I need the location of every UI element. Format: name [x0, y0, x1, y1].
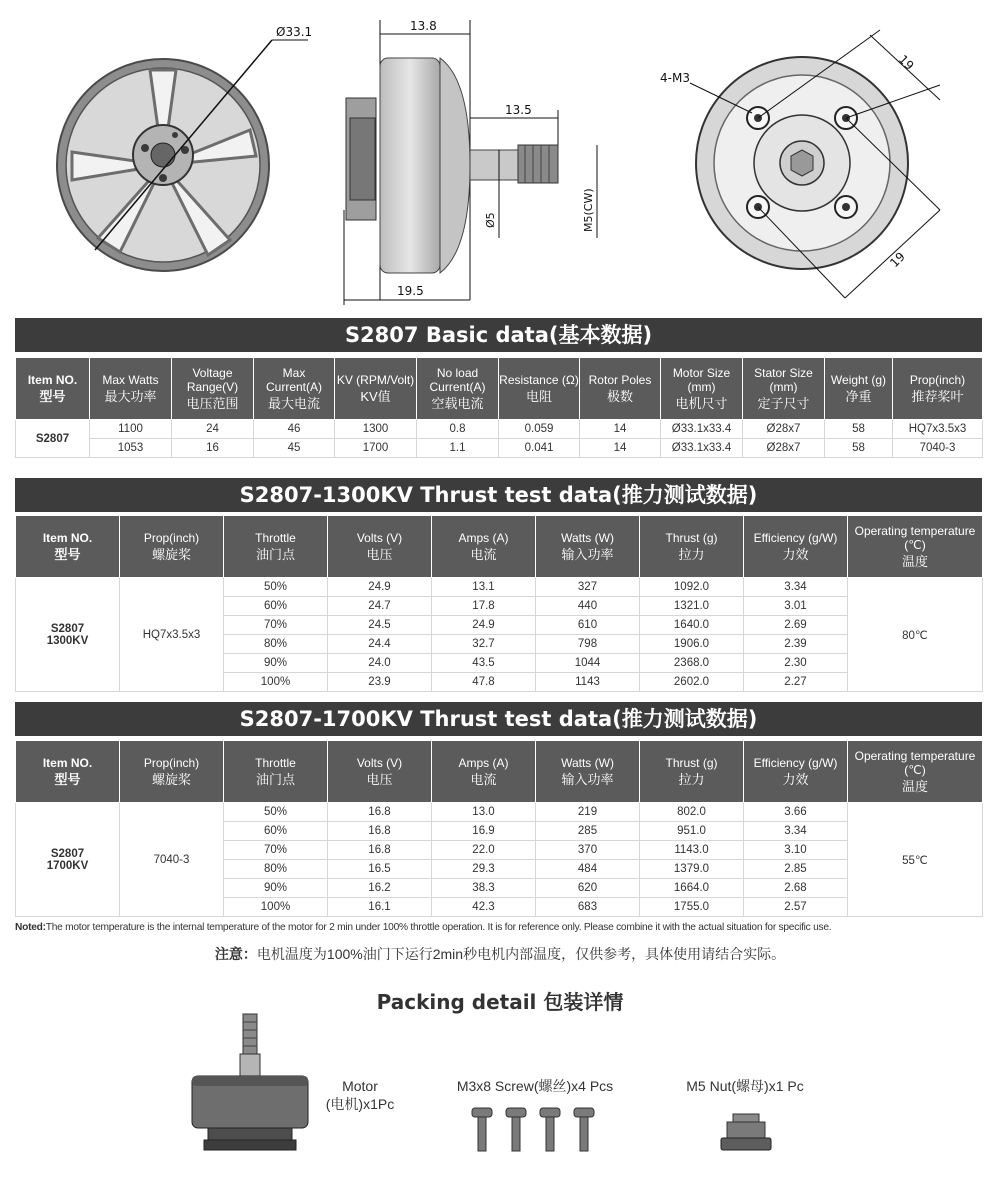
cell: 43.5 — [432, 654, 536, 673]
cell: 70% — [224, 841, 328, 860]
cell: 1321.0 — [640, 597, 744, 616]
dim-diameter-label: Ø33.1 — [276, 25, 313, 39]
cell: 0.8 — [417, 420, 499, 439]
cell: 24 — [172, 420, 254, 439]
kv1300-header-watts: Watts (W) 输入功率 — [536, 516, 640, 578]
kv1300-header-temp: Operating temperature (℃) 温度 — [848, 516, 983, 578]
dim-hole-spacing-top: 19 — [895, 52, 917, 73]
cell: 16.5 — [328, 860, 432, 879]
cell: 1906.0 — [640, 635, 744, 654]
kv1300-header-prop: Prop(inch) 螺旋桨 — [120, 516, 224, 578]
cell: 2.27 — [744, 673, 848, 692]
cell: 219 — [536, 803, 640, 822]
motor-side-view — [344, 19, 597, 305]
dim-total-length-label: 13.8 — [410, 19, 437, 33]
dim-mount-holes-label: 4-M3 — [660, 71, 690, 85]
table-row — [16, 803, 983, 822]
cell: 32.7 — [432, 635, 536, 654]
cell: 610 — [536, 616, 640, 635]
kv1700-item-cell: S2807 1700KV — [16, 803, 120, 917]
kv1700-header-prop: Prop(inch) 螺旋桨 — [120, 741, 224, 803]
cell: 45 — [254, 439, 335, 458]
kv1700-title: S2807-1700KV Thrust test data(推力测试数据) — [15, 702, 982, 736]
cell: 1143.0 — [640, 841, 744, 860]
kv1300-header-item: Item NO. 型号 — [16, 516, 120, 578]
cell: 3.66 — [744, 803, 848, 822]
basic-header-max-current: Max Current(A) 最大电流 — [254, 358, 335, 420]
packing-nut-label: M5 Nut(螺母)x1 Pc — [686, 1078, 804, 1094]
basic-header-poles: Rotor Poles 极数 — [580, 358, 661, 420]
nut-photo — [718, 1112, 774, 1154]
note-label: Noted: — [15, 922, 46, 933]
cell: 24.4 — [328, 635, 432, 654]
cell: 1755.0 — [640, 898, 744, 917]
cell: 1379.0 — [640, 860, 744, 879]
cell: 2602.0 — [640, 673, 744, 692]
kv1700-header-temp: Operating temperature (℃) 温度 — [848, 741, 983, 803]
cell: 38.3 — [432, 879, 536, 898]
cell: 23.9 — [328, 673, 432, 692]
cell: 16.8 — [328, 803, 432, 822]
technical-drawings — [0, 0, 1000, 315]
cell: Ø33.1x33.4 — [661, 439, 743, 458]
motor-photo — [180, 1012, 310, 1157]
cell: 1.1 — [417, 439, 499, 458]
motor-rear-view — [660, 30, 940, 298]
cell: 24.9 — [432, 616, 536, 635]
cell: 14 — [580, 439, 661, 458]
cell: 24.9 — [328, 578, 432, 597]
basic-header-noload: No load Current(A) 空载电流 — [417, 358, 499, 420]
cell: 17.8 — [432, 597, 536, 616]
cell: 100% — [224, 673, 328, 692]
dim-shaft-length-label: 13.5 — [505, 103, 532, 117]
cell: 0.041 — [499, 439, 580, 458]
kv1300-table — [15, 515, 983, 692]
basic-header-weight: Weight (g) 净重 — [825, 358, 893, 420]
packing-title: Packing detail 包装详情 — [376, 990, 624, 1014]
basic-header-item: Item NO. 型号 — [16, 358, 90, 420]
kv1700-header-watts: Watts (W) 输入功率 — [536, 741, 640, 803]
basic-data-title: S2807 Basic data(基本数据) — [15, 318, 982, 352]
kv1700-prop-cell: 7040-3 — [120, 803, 224, 917]
cell: 80% — [224, 860, 328, 879]
cell: HQ7x3.5x3 — [893, 420, 983, 439]
cell: 1640.0 — [640, 616, 744, 635]
kv1700-header-volts: Volts (V) 电压 — [328, 741, 432, 803]
cell: 50% — [224, 578, 328, 597]
cell: 1300 — [335, 420, 417, 439]
cell: 58 — [825, 420, 893, 439]
cell: 370 — [536, 841, 640, 860]
kv1700-header-amps: Amps (A) 电流 — [432, 741, 536, 803]
cell: 484 — [536, 860, 640, 879]
cell: 3.01 — [744, 597, 848, 616]
kv1700-temp-cell: 55℃ — [848, 803, 983, 917]
cell: 1053 — [90, 439, 172, 458]
cell: 2.30 — [744, 654, 848, 673]
note-text: The motor temperature is the internal temperature of the motor for 2 min under 100% throttle operation. It is for reference only. Please combine it with the actual situation for specific use. — [45, 922, 832, 933]
basic-header-kv: KV (RPM/Volt) KV值 — [335, 358, 417, 420]
cell: 802.0 — [640, 803, 744, 822]
cell: 1100 — [90, 420, 172, 439]
cell: 13.1 — [432, 578, 536, 597]
cell: 16.9 — [432, 822, 536, 841]
basic-header-motor-size: Motor Size (mm) 电机尺寸 — [661, 358, 743, 420]
packing-motor-label: Motor (电机)x1Pc — [325, 1078, 395, 1112]
cell: 22.0 — [432, 841, 536, 860]
cell: 2.85 — [744, 860, 848, 879]
basic-header-voltage: Voltage Range(V) 电压范围 — [172, 358, 254, 420]
cell: 16.1 — [328, 898, 432, 917]
cell: 2368.0 — [640, 654, 744, 673]
cell: 1092.0 — [640, 578, 744, 597]
dim-thread-label: M5(CW) — [582, 188, 595, 232]
cell: 24.7 — [328, 597, 432, 616]
motor-front-view — [57, 25, 312, 271]
cell: 7040-3 — [893, 439, 983, 458]
cell: 3.34 — [744, 578, 848, 597]
cell: 3.10 — [744, 841, 848, 860]
cell: 47.8 — [432, 673, 536, 692]
kv1300-item-cell: S2807 1300KV — [16, 578, 120, 692]
cell: 1664.0 — [640, 879, 744, 898]
screw-photo — [470, 1106, 600, 1156]
note-chinese — [15, 944, 985, 964]
cell: 2.57 — [744, 898, 848, 917]
kv1300-header-amps: Amps (A) 电流 — [432, 516, 536, 578]
cell: 16.8 — [328, 841, 432, 860]
cell: 2.68 — [744, 879, 848, 898]
cell: 13.0 — [432, 803, 536, 822]
kv1300-title: S2807-1300KV Thrust test data(推力测试数据) — [15, 478, 982, 512]
table-row — [16, 439, 983, 458]
cell: 440 — [536, 597, 640, 616]
basic-item-cell: S2807 — [16, 420, 90, 458]
table-row — [16, 578, 983, 597]
cell: 29.3 — [432, 860, 536, 879]
cell: 620 — [536, 879, 640, 898]
basic-data-table — [15, 357, 983, 458]
basic-header-resistance: Resistance (Ω) 电阻 — [499, 358, 580, 420]
cell: 90% — [224, 879, 328, 898]
cell: 1044 — [536, 654, 640, 673]
cell: 1700 — [335, 439, 417, 458]
cell: 327 — [536, 578, 640, 597]
cell: 24.0 — [328, 654, 432, 673]
basic-header-prop: Prop(inch) 推荐桨叶 — [893, 358, 983, 420]
dim-body-label: 19.5 — [397, 284, 424, 298]
cell: 100% — [224, 898, 328, 917]
cell: 951.0 — [640, 822, 744, 841]
cell: 70% — [224, 616, 328, 635]
cell: Ø28x7 — [743, 439, 825, 458]
cell: 14 — [580, 420, 661, 439]
note-cn-text: 电机温度为100%油门下运行2min秒电机内部温度，仅供参考，具体使用请结合实际。 — [256, 946, 786, 962]
cell: 50% — [224, 803, 328, 822]
cell: 60% — [224, 597, 328, 616]
kv1700-header-efficiency: Efficiency (g/W) 力效 — [744, 741, 848, 803]
cell: 46 — [254, 420, 335, 439]
packing-screw-label: M3x8 Screw(螺丝)x4 Pcs — [456, 1078, 614, 1094]
cell: 80% — [224, 635, 328, 654]
cell: Ø28x7 — [743, 420, 825, 439]
kv1700-header-item: Item NO. 型号 — [16, 741, 120, 803]
cell: 0.059 — [499, 420, 580, 439]
cell: 90% — [224, 654, 328, 673]
cell: 798 — [536, 635, 640, 654]
note-english — [15, 922, 985, 933]
cell: 285 — [536, 822, 640, 841]
kv1300-header-efficiency: Efficiency (g/W) 力效 — [744, 516, 848, 578]
kv1700-table — [15, 740, 983, 917]
cell: 1143 — [536, 673, 640, 692]
basic-header-max-watts: Max Watts 最大功率 — [90, 358, 172, 420]
cell: 16.8 — [328, 822, 432, 841]
cell: 2.69 — [744, 616, 848, 635]
kv1700-header-thrust: Thrust (g) 拉力 — [640, 741, 744, 803]
cell: 3.34 — [744, 822, 848, 841]
cell: 42.3 — [432, 898, 536, 917]
cell: 16 — [172, 439, 254, 458]
kv1300-header-throttle: Throttle 油门点 — [224, 516, 328, 578]
cell: 58 — [825, 439, 893, 458]
kv1300-temp-cell: 80℃ — [848, 578, 983, 692]
table-row — [16, 420, 983, 439]
kv1300-prop-cell: HQ7x3.5x3 — [120, 578, 224, 692]
dim-hole-spacing-bottom: 19 — [887, 249, 908, 271]
kv1300-header-volts: Volts (V) 电压 — [328, 516, 432, 578]
kv1300-header-thrust: Thrust (g) 拉力 — [640, 516, 744, 578]
dim-shaft-diameter-label: Ø5 — [484, 212, 497, 228]
basic-header-stator-size: Stator Size (mm) 定子尺寸 — [743, 358, 825, 420]
cell: Ø33.1x33.4 — [661, 420, 743, 439]
note-cn-label: 注意： — [214, 946, 257, 962]
cell: 60% — [224, 822, 328, 841]
kv1700-header-throttle: Throttle 油门点 — [224, 741, 328, 803]
cell: 2.39 — [744, 635, 848, 654]
cell: 16.2 — [328, 879, 432, 898]
cell: 683 — [536, 898, 640, 917]
cell: 24.5 — [328, 616, 432, 635]
